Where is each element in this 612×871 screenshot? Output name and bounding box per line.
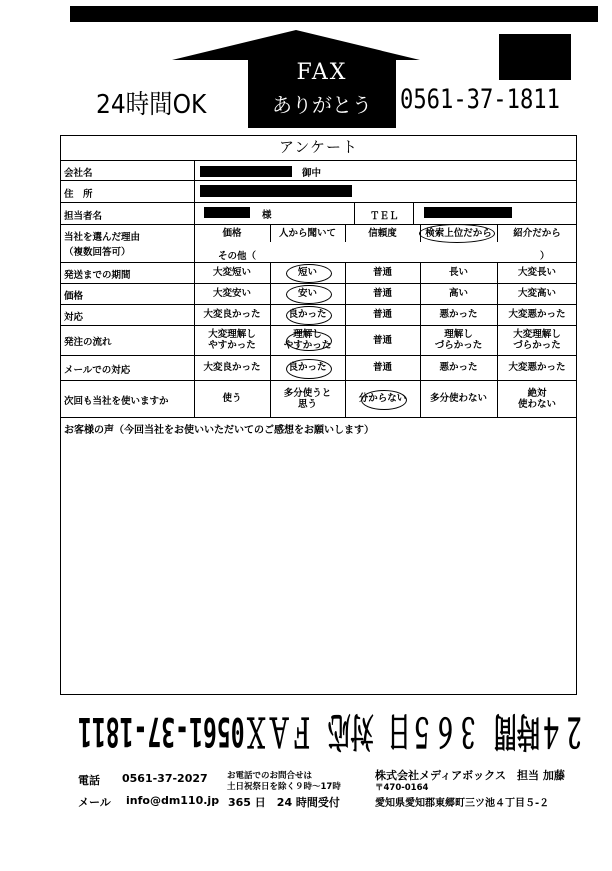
reason-option[interactable]: 検索上位だから bbox=[425, 228, 492, 239]
rating-option[interactable]: 大変長い bbox=[517, 267, 556, 278]
rule bbox=[60, 283, 577, 284]
tel-footer-label: 電話 bbox=[78, 774, 100, 787]
rule bbox=[60, 160, 577, 161]
rule bbox=[60, 202, 577, 203]
rating-option[interactable]: 分からない bbox=[358, 393, 407, 404]
postal-code: 〒470-0164 bbox=[375, 783, 429, 793]
rating-option[interactable]: 普通 bbox=[372, 309, 392, 320]
rating-option[interactable]: 普通 bbox=[372, 267, 392, 278]
fax-thanks-box bbox=[248, 58, 396, 128]
survey-title: アンケート bbox=[278, 138, 359, 156]
mail-footer-label: メール bbox=[78, 796, 111, 809]
rule bbox=[60, 355, 577, 356]
rating-option[interactable]: 安い bbox=[297, 288, 317, 299]
selected-circle bbox=[286, 306, 332, 325]
reason-note: （複数回答可） bbox=[64, 247, 131, 258]
column-divider bbox=[413, 202, 414, 224]
rating-option[interactable]: 悪かった bbox=[439, 362, 478, 373]
rule bbox=[60, 325, 577, 326]
rating-row-label: 発送までの期間 bbox=[64, 269, 131, 281]
rule bbox=[60, 304, 577, 305]
rating-option[interactable]: 絶対 使わない bbox=[517, 387, 556, 410]
rating-option[interactable]: 理解し やすかった bbox=[283, 329, 332, 351]
open-hours: 24時間OK bbox=[96, 90, 207, 120]
reason-option[interactable]: 紹介だから bbox=[513, 228, 561, 239]
rating-option[interactable]: 大変安い bbox=[212, 288, 251, 299]
tel-note-2: 土日祝祭日を除く９時〜17時 bbox=[227, 782, 341, 792]
other-label: その他（ bbox=[218, 251, 257, 262]
rating-option[interactable]: 大変理解し づらかった bbox=[513, 329, 561, 351]
reason-option[interactable]: 信頼度 bbox=[368, 228, 397, 239]
rating-option[interactable]: 大変悪かった bbox=[508, 309, 566, 320]
mail-footer[interactable]: info@dm110.jp bbox=[126, 794, 220, 807]
rating-option[interactable]: 理解し づらかった bbox=[434, 329, 483, 351]
address-footer: 愛知県愛知郡東郷町三ツ池４丁目５-２ bbox=[375, 798, 550, 809]
redaction-company bbox=[200, 166, 292, 177]
fax-label: FAX bbox=[296, 60, 348, 85]
rating-option[interactable]: 大変短い bbox=[212, 267, 251, 278]
address-label: 住 所 bbox=[64, 189, 93, 200]
company-label: 会社名 bbox=[64, 168, 93, 179]
rating-row-label: メールでの対応 bbox=[64, 364, 131, 376]
redaction-bar-top bbox=[70, 6, 598, 22]
redaction-address bbox=[200, 185, 352, 197]
redaction-tel bbox=[424, 207, 512, 218]
rating-row-label: 対応 bbox=[64, 311, 84, 323]
thanks-label: ありがとう bbox=[272, 93, 372, 117]
selected-circle bbox=[286, 359, 332, 379]
fax-banner-text: ２４時間 ３６５日 対応 ＦＡＸ0561-37-1811 bbox=[78, 708, 586, 754]
redaction-box-corner bbox=[499, 34, 571, 80]
reason-label: 当社を選んだ理由 bbox=[64, 232, 141, 243]
rating-option[interactable]: 悪かった bbox=[439, 309, 478, 320]
rating-option[interactable]: 普通 bbox=[372, 288, 392, 299]
selected-circle bbox=[361, 390, 407, 410]
company-name-footer: 株式会社メディアボックス 担当 加藤 bbox=[375, 769, 565, 782]
survey-table bbox=[60, 135, 577, 695]
selected-circle bbox=[286, 331, 332, 351]
fax-banner-mirrored bbox=[72, 700, 592, 766]
fax-number: 0561-37-1811 bbox=[400, 84, 560, 115]
rating-option[interactable]: 短い bbox=[297, 267, 317, 278]
rule bbox=[60, 180, 577, 181]
rating-option[interactable]: 大変理解し やすかった bbox=[208, 329, 256, 351]
tel-note-1: お電話でのお問合せは bbox=[227, 771, 313, 781]
column-divider bbox=[354, 202, 355, 224]
person-label: 担当者名 bbox=[64, 211, 103, 222]
rating-option[interactable]: 多分使わない bbox=[429, 393, 487, 404]
tel-label: ＴＥＬ bbox=[370, 211, 399, 222]
rating-option[interactable]: 長い bbox=[448, 267, 468, 278]
rule bbox=[60, 417, 577, 418]
rating-option[interactable]: 良かった bbox=[288, 362, 327, 373]
rating-option[interactable]: 大変良かった bbox=[203, 362, 261, 373]
up-arrow-icon bbox=[172, 30, 420, 60]
selected-circle bbox=[286, 285, 332, 304]
selected-circle bbox=[419, 224, 495, 243]
rating-row-label: 発注の流れ bbox=[64, 337, 112, 348]
tel-footer: 0561-37-2027 bbox=[122, 772, 208, 785]
redaction-person bbox=[204, 207, 250, 218]
comment-label: お客様の声（今回当社をお使いいただいてのご感想をお願いします） bbox=[64, 425, 374, 436]
rating-option[interactable]: 多分使うと 思う bbox=[283, 387, 332, 410]
rating-option[interactable]: 大変高い bbox=[517, 288, 556, 299]
rating-row-label: 次回も当社を使いますか bbox=[64, 395, 169, 407]
company-suffix: 御中 bbox=[302, 168, 322, 179]
rating-row-label: 価格 bbox=[64, 290, 84, 302]
rating-option[interactable]: 使う bbox=[222, 393, 242, 404]
rule bbox=[60, 224, 577, 225]
rule bbox=[60, 380, 577, 381]
rating-option[interactable]: 高い bbox=[448, 288, 468, 299]
mail-note: 365 日 24 時間受付 bbox=[228, 796, 340, 809]
selected-circle bbox=[286, 264, 332, 283]
rating-option[interactable]: 大変悪かった bbox=[508, 362, 566, 373]
reason-option[interactable]: 価格 bbox=[222, 228, 242, 239]
rule bbox=[60, 262, 577, 263]
rating-option[interactable]: 大変良かった bbox=[203, 309, 261, 320]
rating-option[interactable]: 良かった bbox=[288, 309, 327, 320]
rating-option[interactable]: 普通 bbox=[372, 334, 392, 346]
person-suffix: 様 bbox=[262, 210, 272, 221]
other-close: ） bbox=[540, 251, 550, 262]
reason-option[interactable]: 人から聞いて bbox=[278, 228, 336, 239]
rating-option[interactable]: 普通 bbox=[372, 362, 392, 373]
